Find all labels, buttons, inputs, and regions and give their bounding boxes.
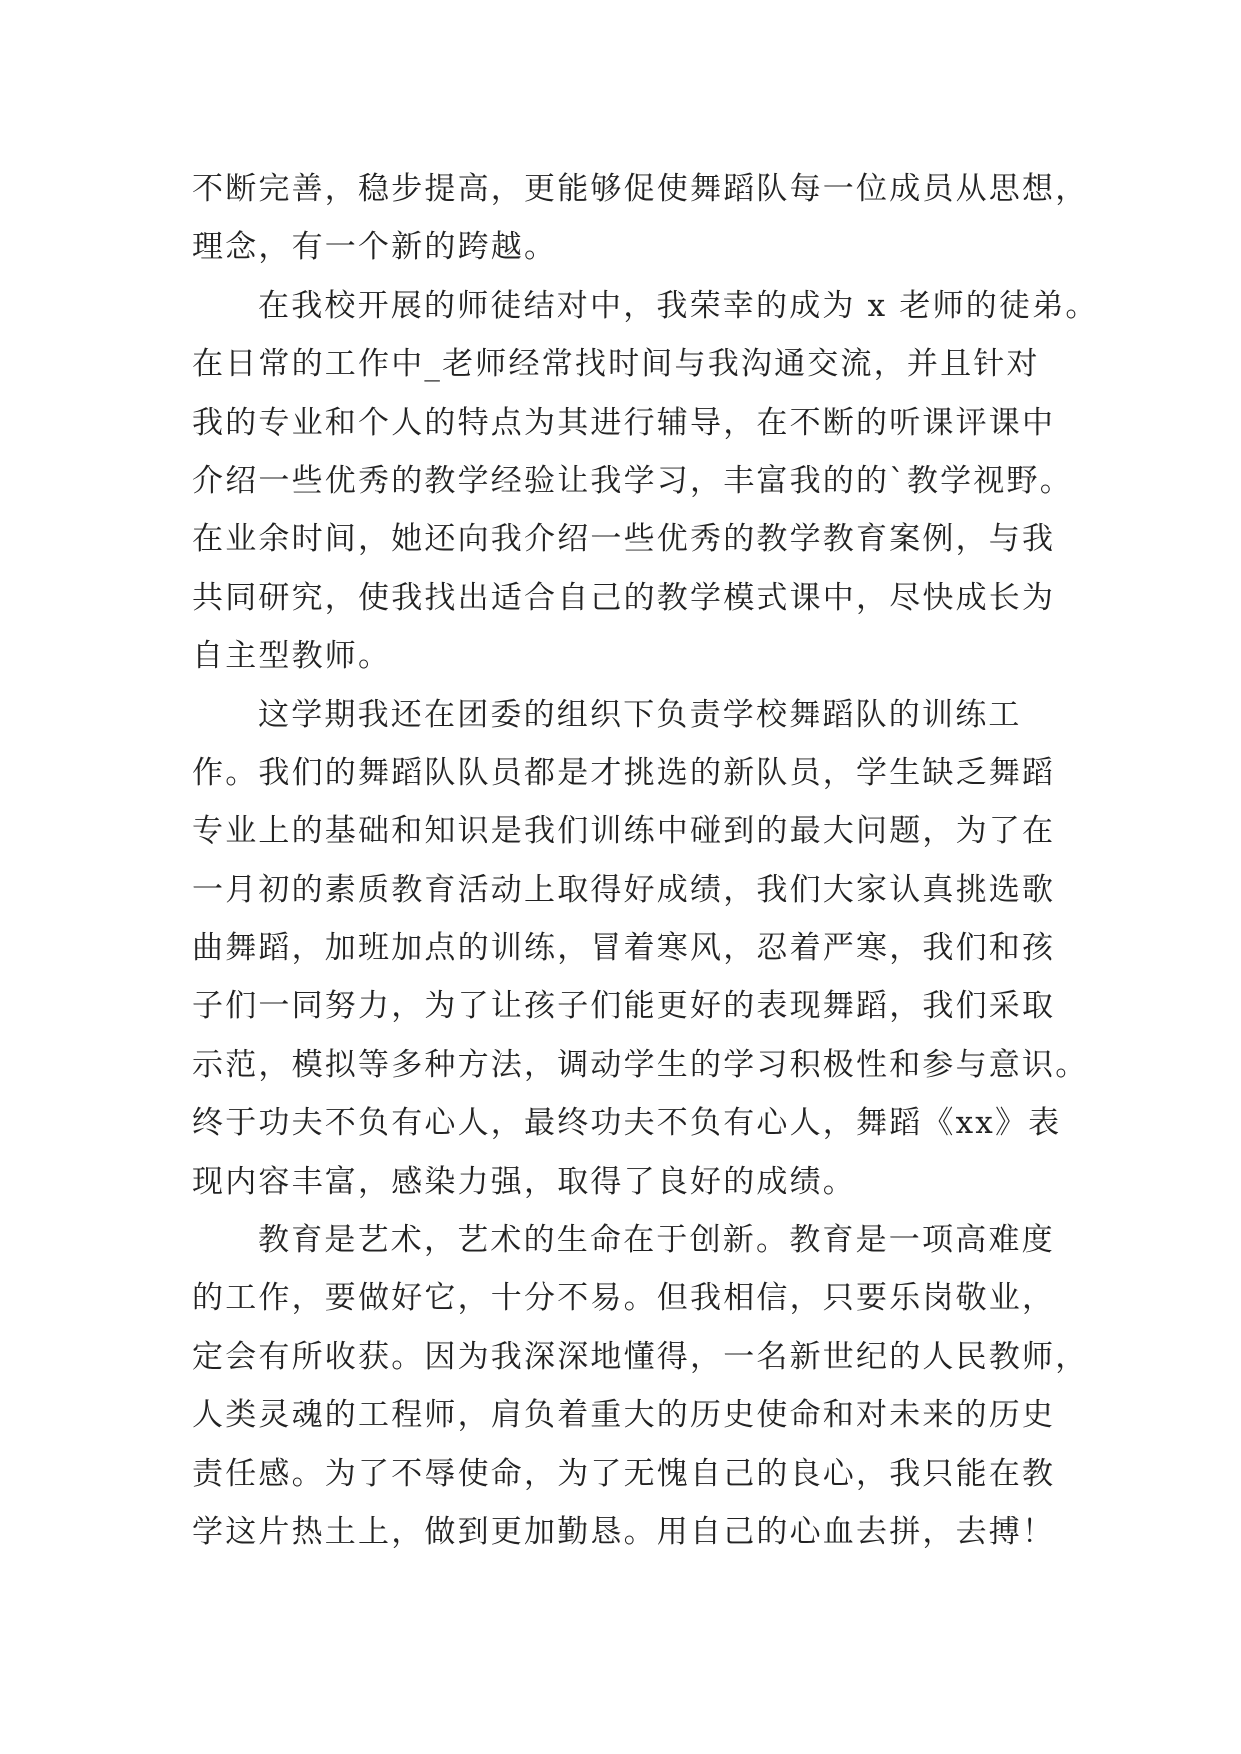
text-line: 不断完善，稳步提高，更能够促使舞蹈队每一位成员从思想， [192,171,1089,207]
text-line: 子们一同努力，为了让孩子们能更好的表现舞蹈，我们采取 [192,988,1056,1025]
paragraph-start-line: 这学期我还在团委的组织下负责学校舞蹈队的训练工 [258,696,1022,733]
text-line: 的工作，要做好它，十分不易。但我相信，只要乐岗敬业， [192,1280,1056,1317]
paragraph-start-line: 在我校开展的师徒结对中，我荣幸的成为 x 老师的徒弟。 [258,287,1099,324]
text-line: 作。我们的舞蹈队队员都是才挑选的新队员，学生缺乏舞蹈 [192,754,1056,791]
text-line: 自主型教师。 [192,638,392,675]
text-line: 我的专业和个人的特点为其进行辅导，在不断的听课评课中 [192,404,1056,441]
text-line: 在日常的工作中_老师经常找时间与我沟通交流，并且针对 [192,346,1040,383]
text-line: 现内容丰富，感染力强，取得了良好的成绩。 [192,1163,856,1200]
text-line: 一月初的素质教育活动上取得好成绩，我们大家认真挑选歌 [192,871,1056,908]
text-line: 在业余时间，她还向我介绍一些优秀的教学教育案例，与我 [192,521,1056,558]
paragraph-start-line: 教育是艺术，艺术的生命在于创新。教育是一项高难度 [258,1222,1055,1259]
text-line: 介绍一些优秀的教学经验让我学习，丰富我的的`教学视野。 [192,462,1073,499]
text-line: 定会有所收获。因为我深深地懂得，一名新世纪的人民教师， [192,1338,1089,1375]
text-line: 理念，有一个新的跨越。 [192,229,558,266]
text-line: 曲舞蹈，加班加点的训练，冒着寒风，忍着严寒，我们和孩 [192,930,1056,967]
text-line: 专业上的基础和知识是我们训练中碰到的最大问题，为了在 [192,813,1056,850]
text-line: 人类灵魂的工程师，肩负着重大的历史使命和对未来的历史 [192,1397,1056,1434]
text-line: 共同研究，使我找出适合自己的教学模式课中，尽快成长为 [192,579,1056,616]
body-text [192,160,1099,1561]
text-line: 责任感。为了不辱使命，为了无愧自己的良心，我只能在教 [192,1455,1056,1492]
text-line: 终于功夫不负有心人，最终功夫不负有心人，舞蹈《xx》表 [192,1105,1062,1142]
text-line: 示范，模拟等多种方法，调动学生的学习积极性和参与意识。 [192,1046,1089,1083]
text-line: 学这片热土上，做到更加勤恳。用自己的心血去拼，去搏！ [192,1513,1056,1550]
